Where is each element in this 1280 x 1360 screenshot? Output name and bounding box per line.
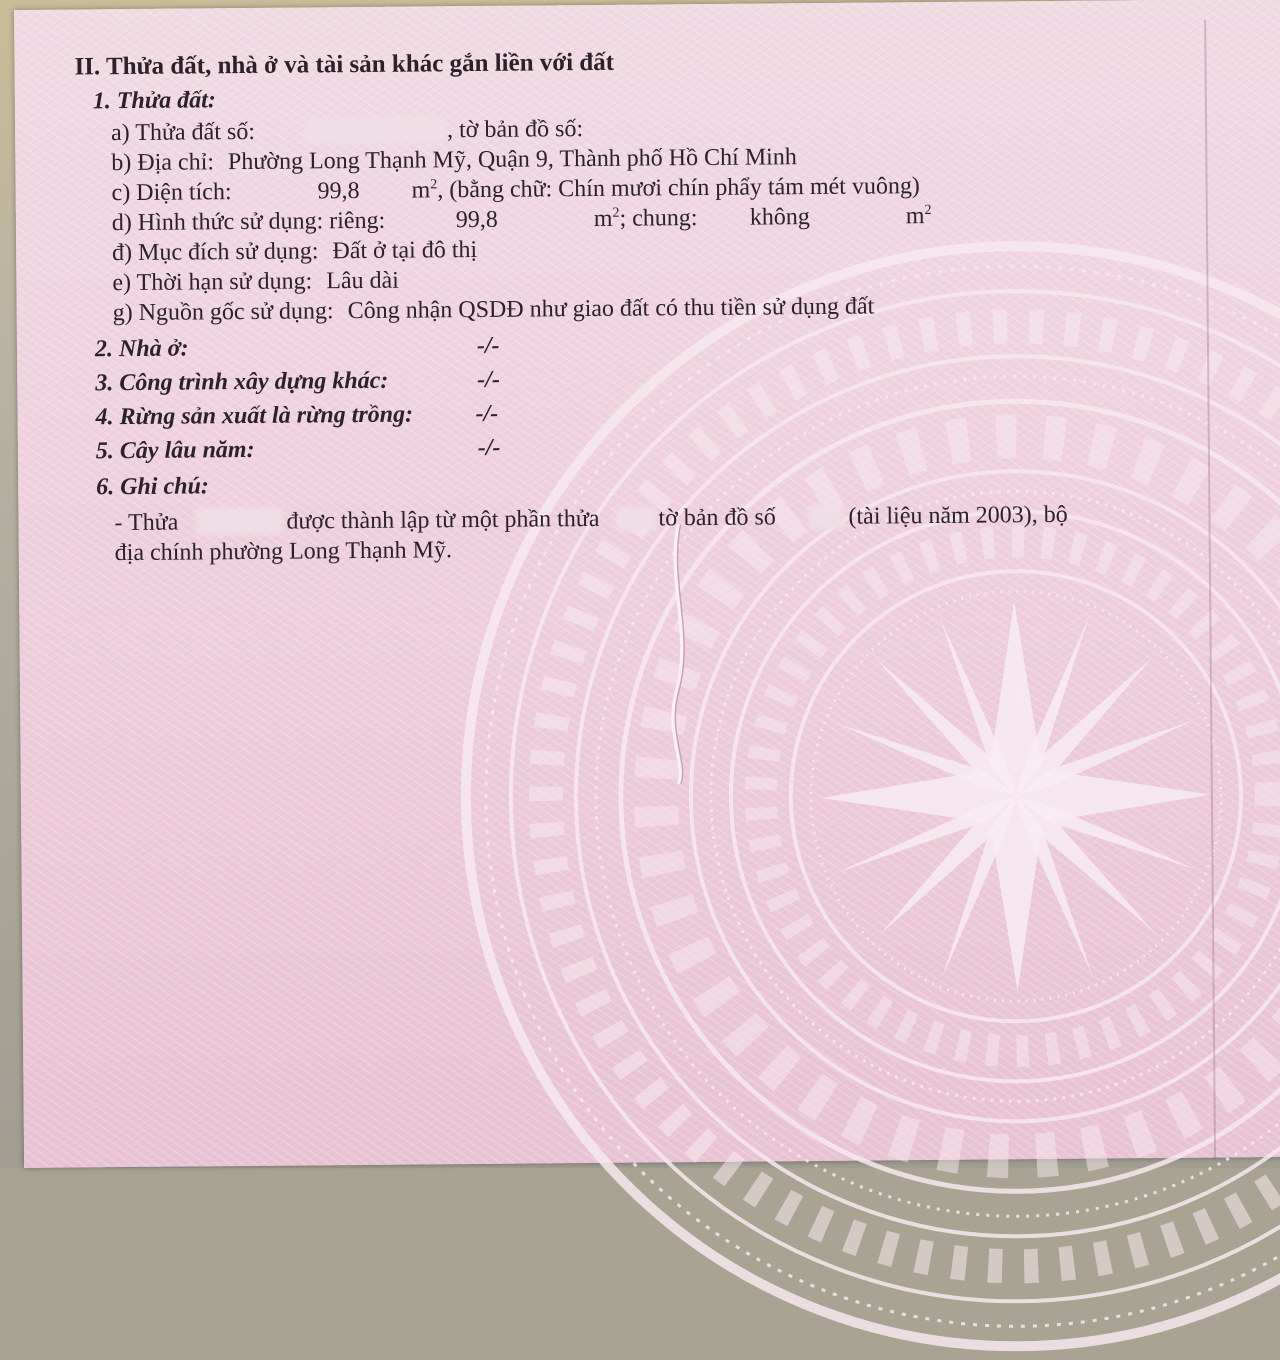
perennial-trees-label: 5. Cây lâu năm:: [95, 436, 255, 465]
address-row: [111, 143, 797, 177]
area-value: 99,8: [317, 177, 360, 205]
common-usage: $m^2$; chung:: [593, 205, 698, 232]
usage-form-row: [112, 207, 386, 237]
usage-purpose-label: đ) Mục đích sử dụng:: [112, 238, 319, 267]
other-construction-value: -/-: [477, 366, 501, 393]
address-label: b) Địa chỉ:: [111, 149, 215, 177]
planted-forest-label: 4. Rừng sản xuất là rừng trồng:: [95, 401, 414, 431]
land-heading: 1. Thửa đất:: [92, 87, 216, 115]
redacted-parcel-number: [305, 116, 445, 143]
usage-origin-row: [113, 293, 875, 328]
map-sheet-label: , tờ bản đồ số:: [446, 116, 584, 144]
planted-forest-value: -/-: [475, 400, 499, 427]
certificate-text-block: [14, 0, 1280, 1168]
redacted-map-sheet: [808, 505, 844, 529]
usage-purpose-row: [112, 236, 477, 267]
common-area-unit: $m^2$: [905, 203, 932, 230]
usage-term-row: [112, 267, 399, 297]
usage-term-label: e) Thời hạn sử dụng:: [112, 268, 313, 297]
note-parcel-prefix: - Thửa: [114, 509, 179, 537]
house-value: -/-: [476, 332, 500, 359]
note-second-line: địa chính phường Long Thạnh Mỹ.: [114, 537, 453, 567]
note-map-sheet-label: tờ bản đồ số: [658, 504, 776, 532]
land-certificate-page: [14, 0, 1280, 1168]
usage-form-label: d) Hình thức sử dụng: riêng:: [111, 207, 386, 237]
area-label: c) Diện tích:: [111, 179, 232, 207]
note-document-year: (tài liệu năm 2003), bộ: [848, 501, 1068, 530]
usage-purpose-value: Đất ở tại đô thị: [332, 236, 478, 265]
usage-origin-value: Công nhận QSDĐ như giao đất có thu tiền sử dụng đất: [347, 293, 875, 325]
section-title: II. Thửa đất, nhà ở và tài sản khác gắn liền với đất: [74, 48, 615, 81]
private-area-value: 99,8: [455, 206, 498, 234]
redacted-note-parcel: [196, 508, 282, 535]
usage-term-value: Lâu dài: [326, 267, 400, 295]
address-value: Phường Long Thạnh Mỹ, Quận 9, Thành phố Hồ Chí Minh: [227, 144, 797, 176]
other-construction-label: 3. Công trình xây dựng khác:: [95, 367, 389, 397]
note-origin-text: được thành lập từ một phần thửa: [286, 505, 600, 535]
usage-origin-label: g) Nguồn gốc sử dụng:: [112, 298, 334, 327]
common-area-value: không: [749, 204, 810, 231]
land-parcel-number-row: [111, 118, 255, 147]
parcel-number-label: a) Thửa đất số:: [110, 118, 256, 147]
area-row: [111, 178, 231, 207]
redacted-original-parcel: [616, 506, 656, 530]
area-unit: $m^2$, (bằng chữ: Chín mươi chín phẩy tám mét vuông): [411, 173, 920, 204]
perennial-trees-value: -/-: [477, 434, 501, 461]
notes-label: 6. Ghi chú:: [96, 473, 209, 501]
house-label: 2. Nhà ở:: [94, 335, 189, 363]
